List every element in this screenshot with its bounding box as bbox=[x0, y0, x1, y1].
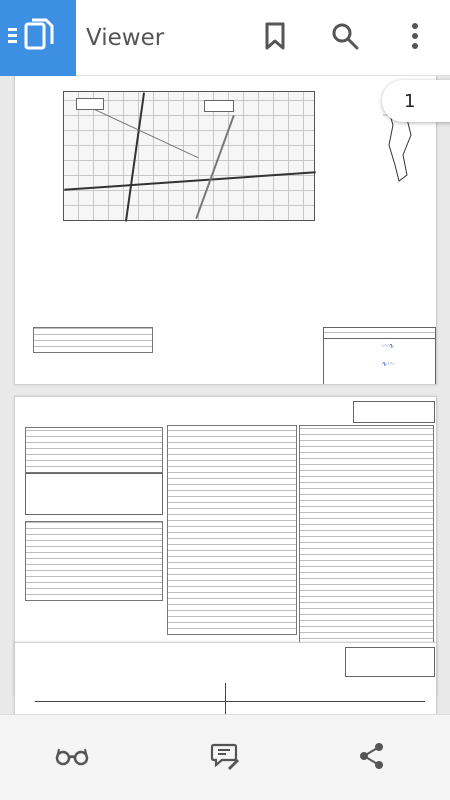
glasses-icon bbox=[55, 746, 89, 770]
bookmark-icon bbox=[264, 22, 286, 54]
title-block bbox=[323, 327, 436, 385]
comment-edit-icon bbox=[210, 741, 240, 775]
search-icon bbox=[331, 22, 359, 54]
annotate-button[interactable] bbox=[185, 715, 265, 800]
sheet-index-blank bbox=[25, 473, 163, 515]
pdf-page-3 bbox=[14, 642, 437, 714]
page-number: 1 bbox=[404, 90, 416, 112]
order-of-drawings-block bbox=[353, 401, 435, 423]
location-map-drawing bbox=[63, 91, 315, 221]
top-app-bar bbox=[0, 0, 450, 76]
share-button[interactable] bbox=[332, 715, 412, 800]
bottom-toolbar bbox=[0, 714, 450, 800]
revision-table bbox=[33, 327, 153, 353]
toolbar-actions bbox=[240, 0, 450, 76]
reading-mode-button[interactable] bbox=[32, 715, 112, 800]
signature-1: 〰∿ bbox=[381, 342, 394, 350]
app-title: Viewer bbox=[86, 24, 165, 51]
share-icon bbox=[359, 742, 385, 774]
signature-2: ∿〰 bbox=[381, 360, 394, 368]
more-vert-icon bbox=[411, 23, 419, 53]
more-options-button[interactable] bbox=[380, 0, 450, 76]
document-view[interactable] bbox=[0, 76, 450, 714]
bookmark-button[interactable] bbox=[240, 0, 310, 76]
standard-drawings-table-1 bbox=[25, 521, 163, 601]
standard-drawings-table-2 bbox=[167, 425, 297, 635]
standard-drawings-table-3 bbox=[299, 425, 434, 645]
page-number-indicator[interactable] bbox=[382, 80, 450, 122]
search-button[interactable] bbox=[310, 0, 380, 76]
pdf-page-1 bbox=[14, 76, 437, 385]
title-block-p3 bbox=[345, 647, 435, 677]
sheet-index-table bbox=[25, 427, 163, 473]
hamburger-documents-icon bbox=[8, 11, 68, 65]
drawer-button[interactable] bbox=[0, 0, 76, 76]
